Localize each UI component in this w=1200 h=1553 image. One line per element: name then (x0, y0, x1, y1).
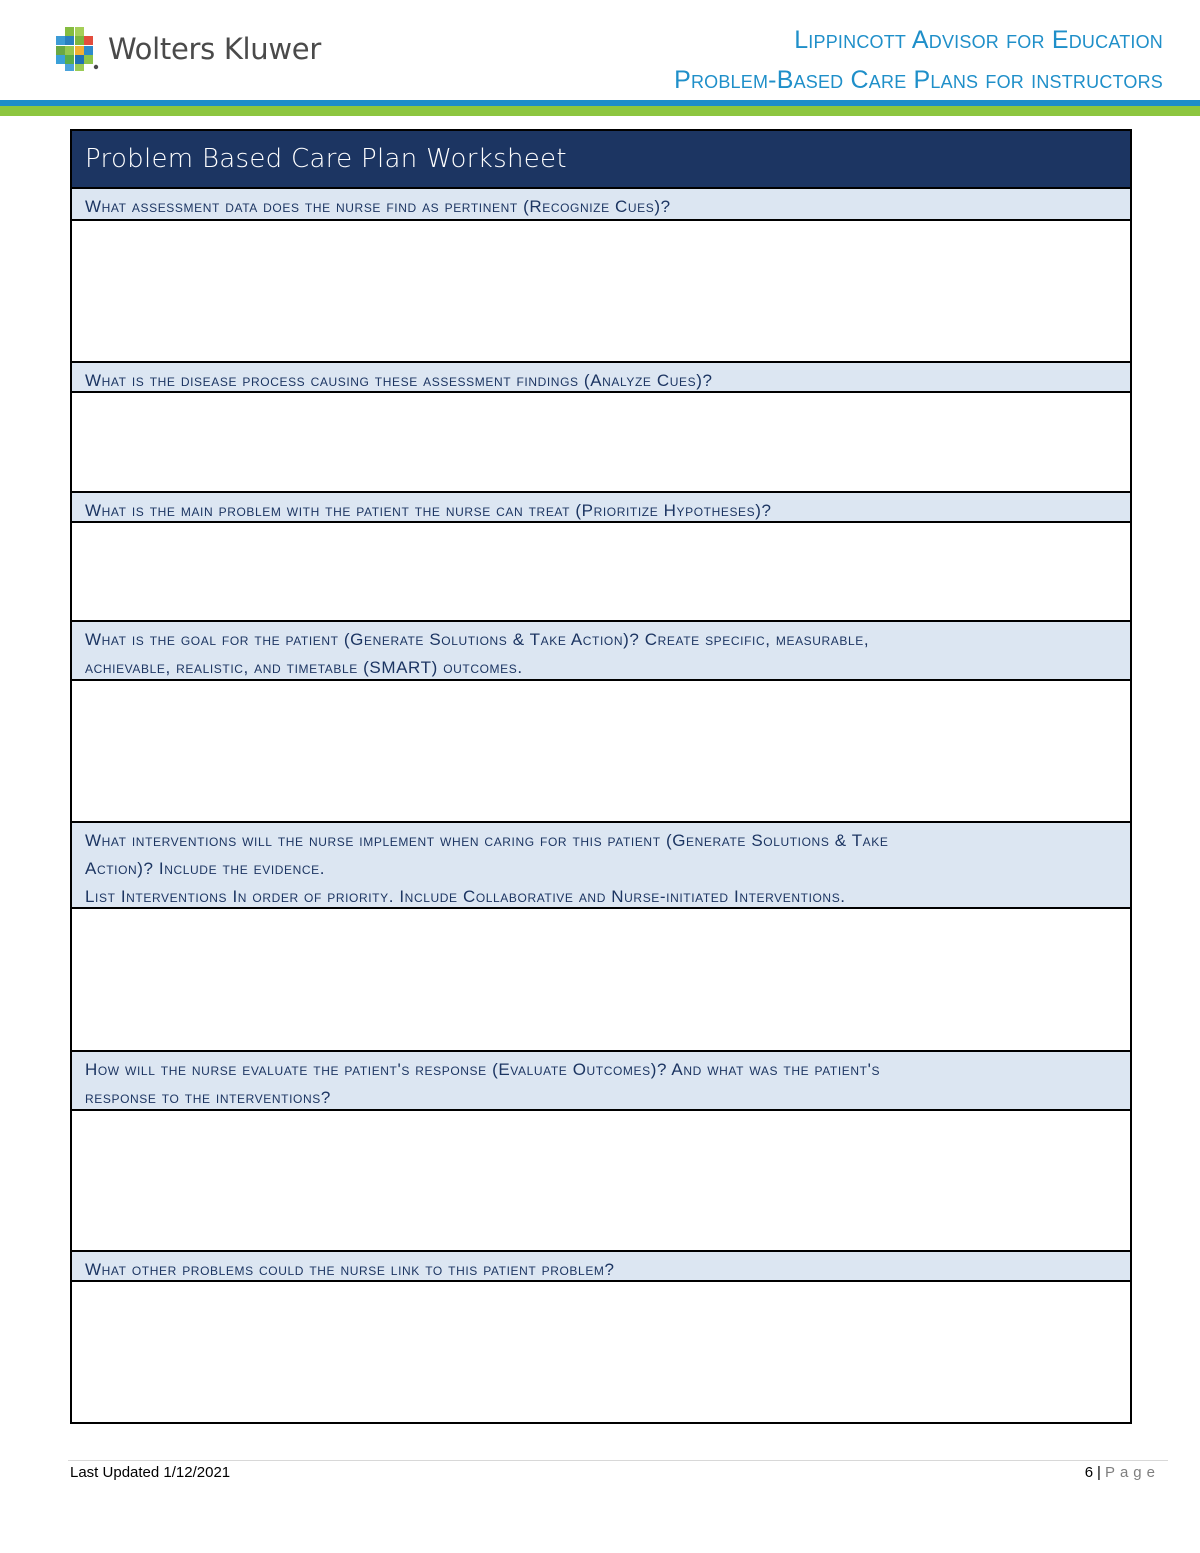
header-title-line-1: Lippincott Advisor for Education (794, 26, 1163, 54)
question-line: What is the main problem with the patient the nurse can treat (Prioritize Hypotheses)? (85, 501, 772, 520)
question-line: What assessment data does the nurse find as pertinent (Recognize Cues)? (85, 197, 671, 216)
logo-text: Wolters Kluwer (108, 32, 321, 66)
header-band-green (0, 106, 1200, 116)
question-line: What is the disease process causing these assessment findings (Analyze Cues)? (85, 371, 713, 390)
question-interventions (72, 821, 1130, 909)
footer-divider (68, 1460, 1168, 1461)
question-line: Action)? Include the evidence. (85, 859, 326, 878)
question-line: How will the nurse evaluate the patient's response (Evaluate Outcomes)? And what was the patient's (85, 1060, 881, 1079)
page-number-value: 6 (1084, 1464, 1094, 1481)
question-evaluate-outcomes (72, 1050, 1130, 1111)
page-label: Page (1104, 1464, 1160, 1481)
question-line: What interventions will the nurse implement when caring for this patient (Generate Solutions & Take (85, 831, 889, 850)
worksheet-table (70, 129, 1132, 1424)
question-recognize-cues (72, 187, 1130, 221)
wolters-kluwer-logo (52, 26, 321, 72)
header-title-line-2: Problem-Based Care Plans for instructors (674, 66, 1163, 94)
question-smart-goal (72, 620, 1130, 681)
question-prioritize-hypotheses (72, 491, 1130, 523)
question-line: response to the interventions? (85, 1088, 331, 1107)
question-other-problems (72, 1250, 1130, 1282)
page-number (1085, 1463, 1160, 1483)
question-line: What other problems could the nurse link to this patient problem? (85, 1260, 615, 1279)
last-updated: Last Updated 1/12/2021 (70, 1464, 231, 1481)
page-header (0, 0, 1200, 100)
question-analyze-cues (72, 361, 1130, 393)
question-line: What is the goal for the patient (Generate Solutions & Take Action)? Create specific, measurable, (85, 630, 870, 649)
question-line: achievable, realistic, and timetable (SMART) outcomes. (85, 658, 523, 677)
page-separator: | (1097, 1464, 1101, 1481)
question-line: List Interventions In order of priority. Include Collaborative and Nurse-initiated Interventions. (85, 887, 846, 906)
document-header-title (674, 20, 1163, 100)
wolters-kluwer-mark-icon (52, 26, 100, 72)
worksheet-title: Problem Based Care Plan Worksheet (72, 131, 1130, 187)
